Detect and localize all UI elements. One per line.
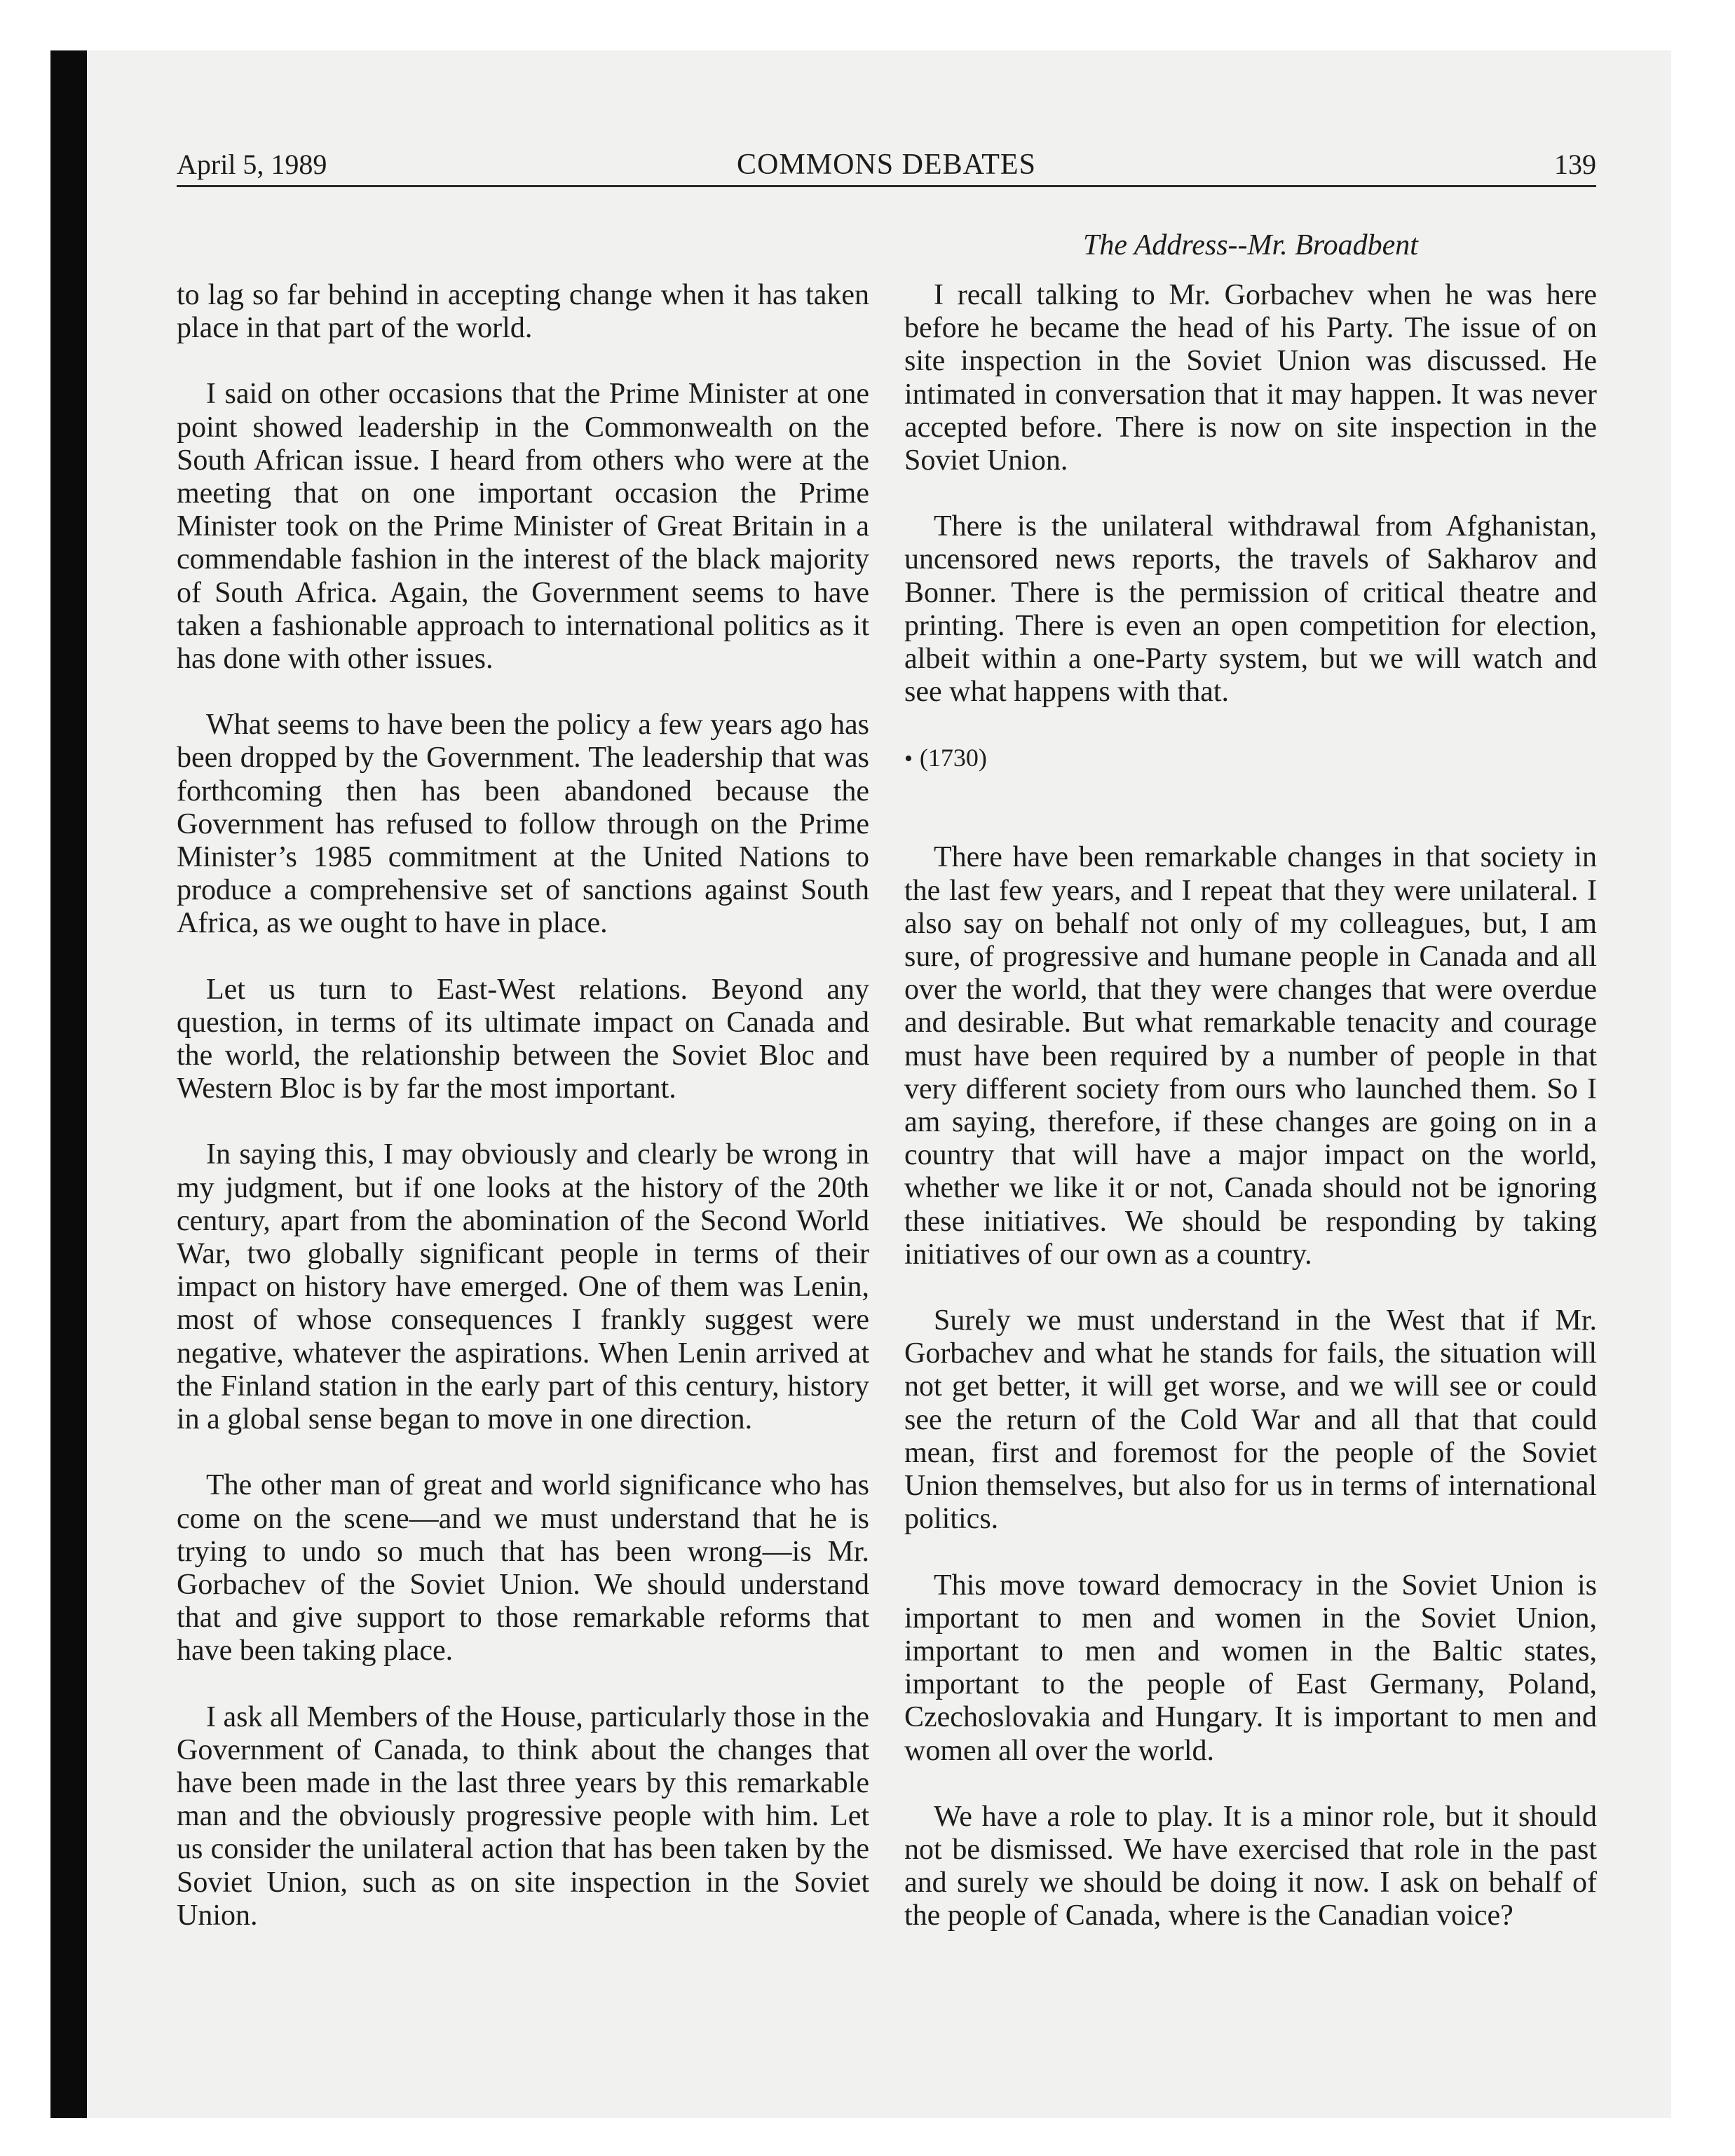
paragraph: Surely we must understand in the West that if Mr. Gorbachev and what he stands for fails, the situation will not get better, it will get worse, and we will see or could see the return of the Cold War and all that that could mean, first and foremost for the people of the Soviet Union themselves, but also for us in terms of international politics. xyxy=(904,1304,1597,1536)
paragraph: This move toward democracy in the Soviet Union is important to men and women in the Soviet Union, important to men and women in the Baltic states, important to the people of East Germany, Poland, Czechoslovakia and Hungary. It is important to men and women all over the world. xyxy=(904,1569,1597,1767)
paragraph: I recall talking to Mr. Gorbachev when he was here before he became the head of his Party. The issue of on site inspection in the Soviet Union was discussed. He intimated in conversation that it may happen. It was never accepted before. There is now on site inspection in the Soviet Union. xyxy=(904,279,1597,477)
left-column xyxy=(177,279,869,1965)
paragraph: I said on other occasions that the Prime Minister at one point showed leadership in the Commonwealth on the South African issue. I heard from others who were at the meeting that on one important occasion the Prime Minister took on the Prime Minister of Great Britain in a commendable fashion in the interest of the black majority of South Africa. Again, the Government seems to have taken a fashionable approach to international politics as it has done with other issues. xyxy=(177,378,869,676)
header-title: COMMONS DEBATES xyxy=(737,149,1036,181)
running-header xyxy=(177,144,1596,186)
paragraph: The other man of great and world significance who has come on the scene—and we must understand that he is trying to undo so much that has been wrong—is Mr. Gorbachev of the Soviet Union. We should understand that and give support to those remarkable reforms that have been taking place. xyxy=(177,1469,869,1667)
time-stamp-text: (1730) xyxy=(919,744,987,772)
header-rule xyxy=(177,185,1596,187)
speaker-heading: The Address--Mr. Broadbent xyxy=(1083,229,1418,261)
paragraph: There have been remarkable changes in that society in the last few years, and I repeat that they were unilateral. I also say on behalf not only of my colleagues, but, I am sure, of progressive and humane people in Canada and all over the world, that they were changes that were overdue and desirable. But what remarkable tenacity and courage must have been required by a number of people in that very different society from ours who launched them. So I am saying, therefore, if these changes are going on in a country that will have a major impact on the world, whether we like it or not, Canada should not be ignoring these initiatives. We should be responding by taking initiatives of our own as a country. xyxy=(904,841,1597,1271)
right-column xyxy=(904,279,1597,1966)
paragraph: to lag so far behind in accepting change when it has taken place in that part of the world. xyxy=(177,279,869,345)
paragraph: There is the unilateral withdrawal from Afghanistan, uncensored news reports, the travels of Sakharov and Bonner. There is the permission of critical theatre and printing. There is even an open competition for election, albeit within a one-Party system, but we will watch and see what happens with that. xyxy=(904,510,1597,709)
paragraph: We have a role to play. It is a minor role, but it should not be dismissed. We have exercised that role in the past and surely we should be doing it now. I ask on behalf of the people of Canada, where is the Canadian voice? xyxy=(904,1800,1597,1932)
page-number: 139 xyxy=(1554,149,1596,180)
header-date: April 5, 1989 xyxy=(177,149,327,180)
paragraph: Let us turn to East-West relations. Beyond any question, in terms of its ultimate impact on Canada and the world, the relationship between the Soviet Bloc and Western Bloc is by far the most important. xyxy=(177,973,869,1105)
paragraph: In saying this, I may obviously and clearly be wrong in my judgment, but if one looks at the history of the 20th century, apart from the abomination of the Second World War, two globally significant people in terms of their impact on history have emerged. One of them was Lenin, most of whose consequences I frankly suggest were negative, whatever the aspirations. When Lenin arrived at the Finland station in the early part of this century, history in a global sense began to move in one direction. xyxy=(177,1138,869,1436)
paragraph: What seems to have been the policy a few years ago has been dropped by the Government. The leadership that was forthcoming then has been abandoned because the Government has refused to follow through on the Prime Minister’s 1985 commitment at the United Nations to produce a comprehensive set of sanctions against South Africa, as we ought to have in place. xyxy=(177,709,869,940)
bullet-icon: • xyxy=(904,746,913,772)
paragraph: I ask all Members of the House, particularly those in the Government of Canada, to think about the changes that have been made in the last three years by this remarkable man and the obviously progressive people with him. Let us consider the unilateral action that has been taken by the Soviet Union, such as on site inspection in the Soviet Union. xyxy=(177,1700,869,1932)
scan-edge-bar xyxy=(50,50,87,2118)
time-stamp xyxy=(904,742,1597,775)
